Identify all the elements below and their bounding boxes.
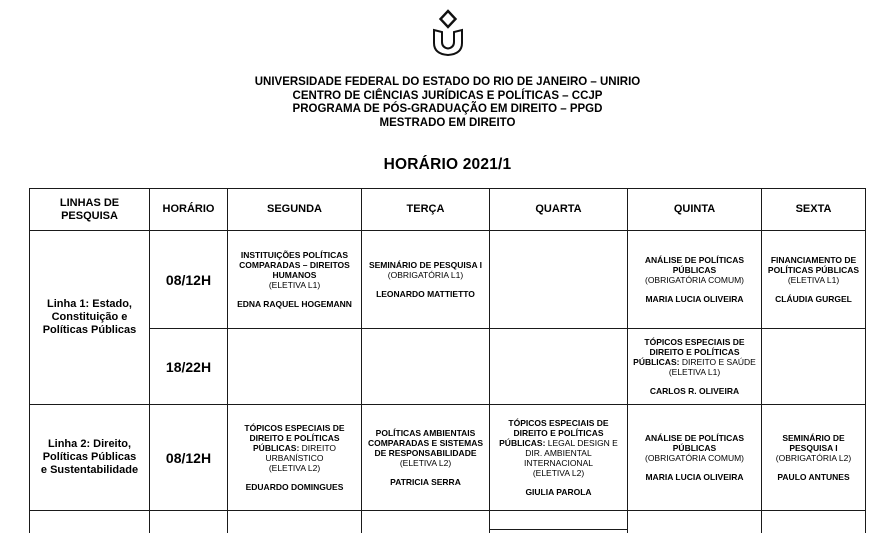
row-linha2-0812 <box>30 405 866 511</box>
course-type: (ELETIVA L1) <box>668 367 721 377</box>
cutoff-cell-quarta <box>490 511 628 533</box>
professor-name: CARLOS R. OLIVEIRA <box>649 386 740 396</box>
cell-l1-0812-terca <box>362 231 490 329</box>
cutoff-cell <box>30 511 150 533</box>
time-slot-linha2-0812: 08/12H <box>150 405 228 511</box>
course-title: INSTITUIÇÕES POLÍTICAS COMPARADAS – DIREITOS HUMANOS <box>239 250 350 280</box>
time-slot-linha1-1822: 18/22H <box>150 329 228 405</box>
course-type: (ELETIVA L2) <box>532 468 585 478</box>
cutoff-cell <box>762 511 866 533</box>
header-row <box>30 189 866 231</box>
professor-name: PAULO ANTUNES <box>777 472 850 482</box>
course-type: (ELETIVA L2) <box>268 463 321 473</box>
professor-name: EDNA RAQUEL HOGEMANN <box>237 299 352 309</box>
cell-l1-0812-segunda <box>228 231 362 329</box>
course-type: (OBRIGATÓRIA COMUM) <box>644 275 744 285</box>
cutoff-cell <box>628 511 762 533</box>
cell-l2-0812-terca <box>362 405 490 511</box>
institution-header <box>0 76 895 130</box>
logo-wrap <box>0 0 895 62</box>
course-type: (ELETIVA L1) <box>268 280 321 290</box>
cell-l2-0812-segunda <box>228 405 362 511</box>
course-title: TÓPICOS ESPECIAIS DE DIREITO E POLÍTICAS PÚBLICAS: LEGAL DESIGN E DIR. AMBIENTAL INTERNACIONAL <box>499 418 618 468</box>
professor-name: LEONARDO MATTIETTO <box>376 289 475 299</box>
cell-l2-0812-quarta <box>490 405 628 511</box>
professor-name: MARIA LUCIA OLIVEIRA <box>645 472 744 482</box>
cell-l1-1822-terca-empty <box>362 329 490 405</box>
row-linha1-1822 <box>30 329 866 405</box>
research-line-1: Linha 1: Estado, Constituição e Políticas Públicas <box>30 231 150 405</box>
col-header-quarta: QUARTA <box>490 189 628 231</box>
cutoff-cell <box>150 511 228 533</box>
course-title: ANÁLISE DE POLÍTICAS PÚBLICAS <box>644 255 745 275</box>
cell-l1-1822-quarta-empty <box>490 329 628 405</box>
cutoff-cell <box>228 511 362 533</box>
col-header-quinta: QUINTA <box>628 189 762 231</box>
course-title: POLÍTICAS AMBIENTAIS COMPARADAS E SISTEMAS DE RESPONSABILIDADE <box>367 428 484 458</box>
course-type: (ELETIVA L2) <box>399 458 452 468</box>
professor-name: MARIA LUCIA OLIVEIRA <box>645 294 744 304</box>
course-type: (OBRIGATÓRIA COMUM) <box>644 453 744 463</box>
next-row-border-fragment <box>490 529 627 530</box>
col-header-linhas-de-pesquisa: LINHAS DE PESQUISA <box>30 189 150 231</box>
course-title: FINANCIAMENTO DE POLÍTICAS PÚBLICAS <box>767 255 860 275</box>
cell-l2-0812-sexta <box>762 405 866 511</box>
institution-line-program: PROGRAMA DE PÓS-GRADUAÇÃO EM DIREITO – PPGD <box>292 103 603 115</box>
course-title: TÓPICOS ESPECIAIS DE DIREITO E POLÍTICAS PÚBLICAS: DIREITO E SAÚDE <box>633 337 756 367</box>
col-header-terca: TERÇA <box>362 189 490 231</box>
row-linha1-0812 <box>30 231 866 329</box>
professor-name: CLÁUDIA GURGEL <box>775 294 852 304</box>
schedule-table <box>29 188 866 533</box>
cell-l2-0812-quinta <box>628 405 762 511</box>
course-type: (OBRIGATÓRIA L1) <box>387 270 464 280</box>
course-title: SEMINÁRIO DE PESQUISA I <box>782 433 845 453</box>
time-slot-linha1-0812: 08/12H <box>150 231 228 329</box>
course-type: (OBRIGATÓRIA L2) <box>775 453 852 463</box>
unirio-logo-icon <box>421 8 475 62</box>
course-type: (ELETIVA L1) <box>787 275 840 285</box>
schedule-title: HORÁRIO 2021/1 <box>383 156 512 173</box>
institution-line-center: CENTRO DE CIÊNCIAS JURÍDICAS E POLÍTICAS – CCJP <box>292 89 603 102</box>
col-header-horario: HORÁRIO <box>150 189 228 231</box>
cell-l1-0812-sexta <box>762 231 866 329</box>
course-title: TÓPICOS ESPECIAIS DE DIREITO E POLÍTICAS PÚBLICAS: DIREITO URBANÍSTICO <box>244 423 345 463</box>
course-title: ANÁLISE DE POLÍTICAS PÚBLICAS <box>644 433 745 453</box>
cell-l1-1822-quinta <box>628 329 762 405</box>
cutoff-cell <box>362 511 490 533</box>
cell-l1-1822-segunda-empty <box>228 329 362 405</box>
row-cutoff <box>30 511 866 533</box>
institution-line-degree: MESTRADO EM DIREITO <box>379 116 516 129</box>
course-title: SEMINÁRIO DE PESQUISA I <box>368 260 483 270</box>
col-header-segunda: SEGUNDA <box>228 189 362 231</box>
cell-l1-0812-quinta <box>628 231 762 329</box>
col-header-sexta: SEXTA <box>762 189 866 231</box>
professor-name: EDUARDO DOMINGUES <box>245 482 344 492</box>
research-line-2: Linha 2: Direito, Políticas Públicas e Sustentabilidade <box>30 405 150 511</box>
professor-name: GIULIA PAROLA <box>525 487 592 497</box>
cell-l1-0812-quarta-empty <box>490 231 628 329</box>
professor-name: PATRICIA SERRA <box>390 477 461 487</box>
institution-line-university: UNIVERSIDADE FEDERAL DO ESTADO DO RIO DE JANEIRO – UNIRIO <box>254 76 641 88</box>
cell-l1-1822-sexta-empty <box>762 329 866 405</box>
